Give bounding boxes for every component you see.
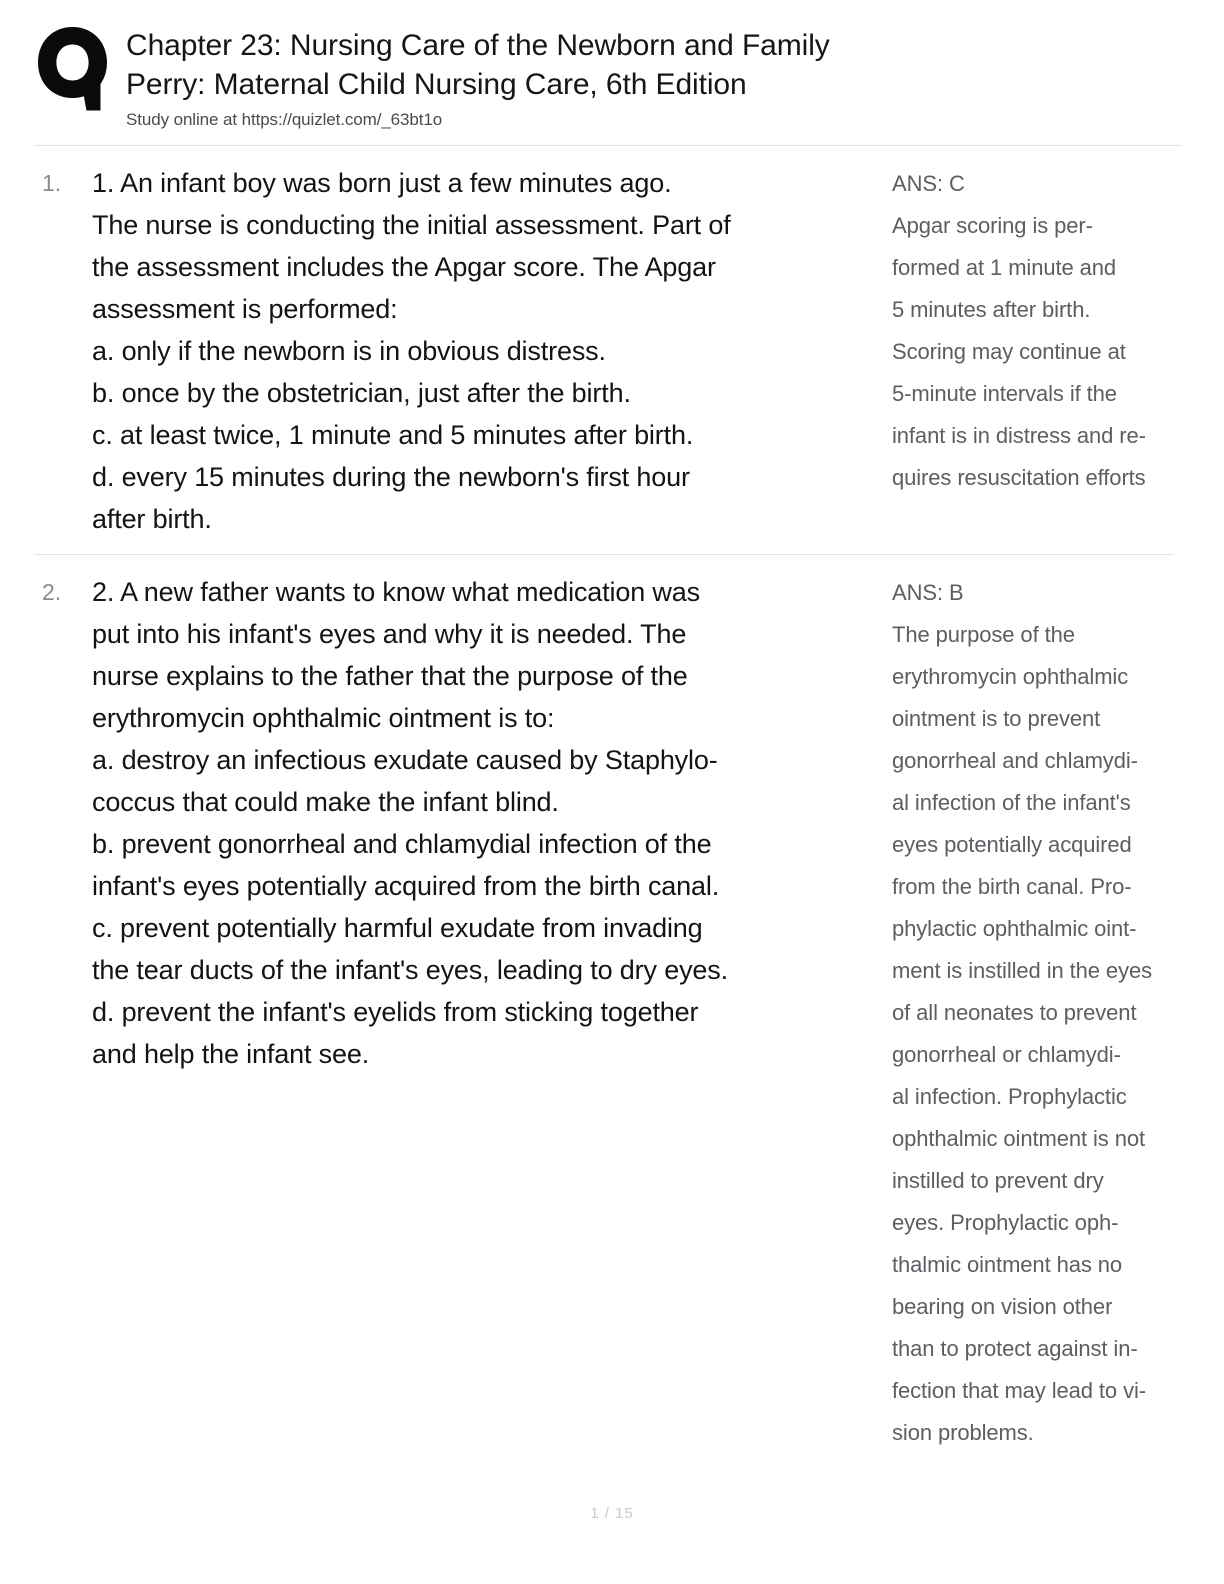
card-number: 2. [42,579,62,605]
page-title-line-2: Perry: Maternal Child Nursing Care, 6th Edition [126,68,747,101]
list-item [34,555,1182,1468]
header-text-block [126,22,830,131]
card-definition: ANS: B The purpose of the erythromycin ophthalmic ointment is to prevent gonorrheal and chlamydi- al infection of the infant's eyes potentially acquired from the birth canal. Pro- phylactic ophthalmic oint- ment is instilled in the eyes of all neonates to prevent gonorrheal or chlamydi- al infection. Prophylactic ophthalmic ointment is not instilled to prevent dry eyes. Prophylactic oph- thalmic ointment has no bearing on vision other than to protect against in- fection that may lead to vi- sion problems. [892,580,1153,1445]
card-term: 2. A new father wants to know what medication was put into his infant's eyes and why it is needed. The nurse explains to the father that the purpose of the erythromycin ophthalmic ointment is to: a. destroy an infectious exudate caused by Staphylo- coccus that could make the infant blind. b. prevent gonorrheal and chlamydial infection of the infant's eyes potentially acquired from the birth canal. c. prevent potentially harmful exudate from invading the tear ducts of the infant's eyes, leading to dry eyes. d. prevent the infant's eyelids from sticking together and help the infant see. [92,577,728,1069]
page-header [0,0,1224,131]
card-list [0,146,1224,1468]
page-footer [0,1505,1224,1522]
card-definition: ANS: C Apgar scoring is per- formed at 1 minute and 5 minutes after birth. Scoring may continue at 5-minute intervals if the infant is in distress and re- quires resuscitation efforts [892,171,1146,490]
card-number: 1. [42,170,62,196]
study-online-link[interactable]: Study online at https://quizlet.com/_63bt1o [126,110,443,129]
page-indicator: 1 / 15 [590,1505,634,1522]
page-title-line-1: Chapter 23: Nursing Care of the Newborn and Family [126,29,830,62]
card-term: 1. An infant boy was born just a few minutes ago. The nurse is conducting the initial assessment. Part of the assessment includes the Apgar score. The Apgar assessment is performed: a. only if the newborn is in obvious distress. b. once by the obstetrician, just after the birth. c. at least twice, 1 minute and 5 minutes after birth. d. every 15 minutes during the newborn's first hour after birth. [92,168,731,534]
list-item [34,146,1182,554]
quizlet-q-logo-icon [34,22,112,118]
